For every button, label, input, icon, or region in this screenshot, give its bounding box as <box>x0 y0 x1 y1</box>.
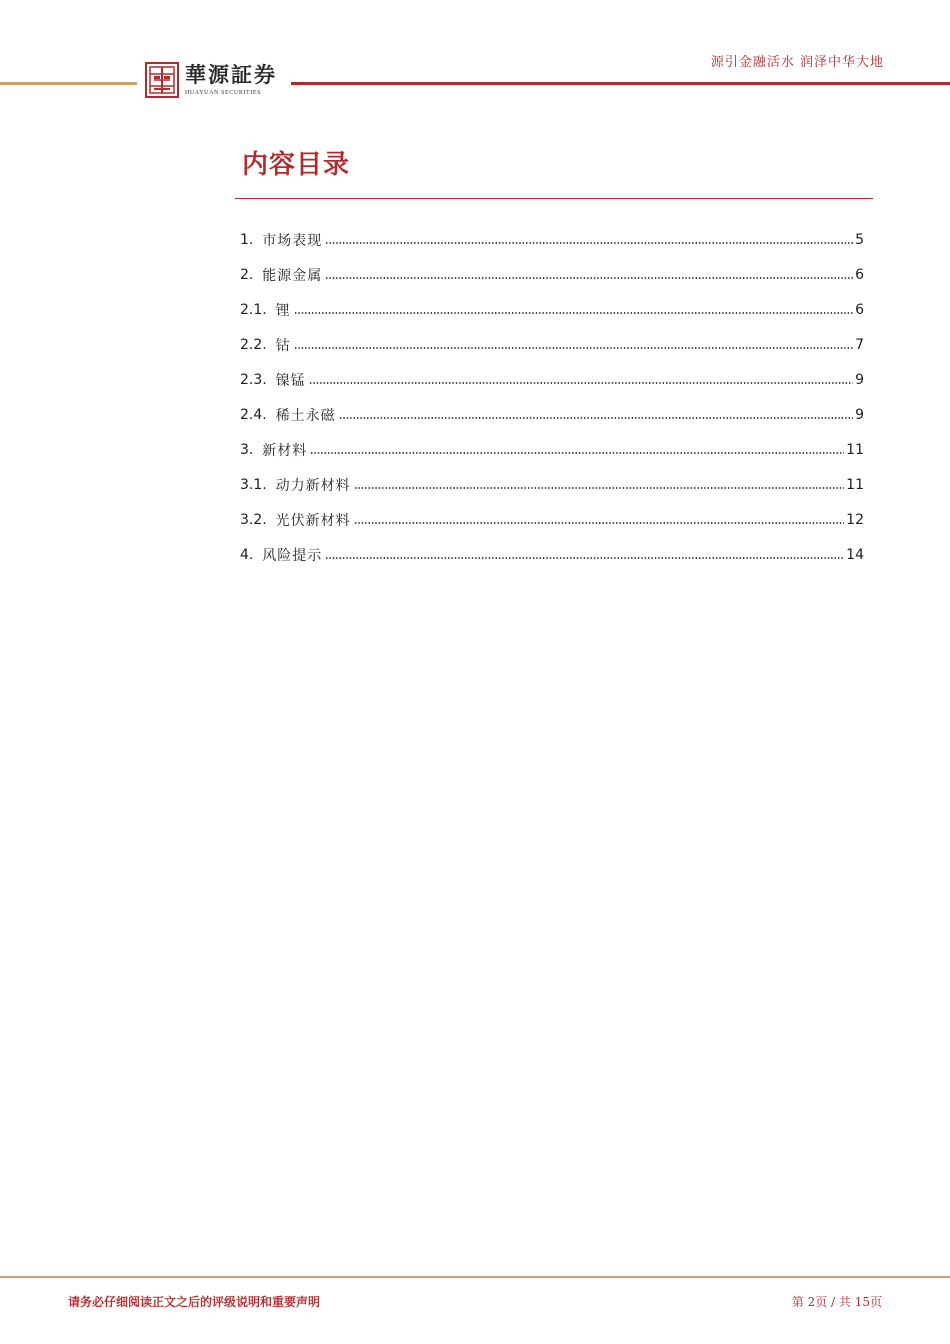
toc-entry-page: 6 <box>855 266 864 283</box>
toc-entry-label: 稀土永磁 <box>275 407 336 424</box>
footer-divider <box>0 1276 950 1278</box>
toc-entry-page: 7 <box>855 336 864 353</box>
toc-entry[interactable] <box>240 362 864 397</box>
header-divider-red <box>291 82 950 85</box>
header-divider-gold <box>0 82 137 85</box>
toc-entry-label: 风险提示 <box>262 547 323 564</box>
seal-logo-icon <box>145 62 179 98</box>
toc-leader-dots <box>294 347 853 349</box>
toc-entry-page: 9 <box>855 371 864 388</box>
toc-entry[interactable] <box>240 257 864 292</box>
toc-leader-dots <box>339 417 853 419</box>
toc-divider <box>235 198 873 199</box>
toc-entry-page: 6 <box>855 301 864 318</box>
toc-leader-dots <box>354 487 845 489</box>
toc-leader-dots <box>310 452 844 454</box>
toc-entry-number: 1. <box>240 231 263 248</box>
toc-entry-label: 新材料 <box>262 442 308 459</box>
footer-disclaimer: 请务必仔细阅读正文之后的评级说明和重要声明 <box>68 1295 321 1309</box>
toc-entry-label: 市场表现 <box>262 232 323 249</box>
toc-entry[interactable] <box>240 502 864 537</box>
toc-entry-page: 12 <box>846 511 864 528</box>
logo-english-name: HUAYUAN SECURITIES <box>185 90 262 96</box>
toc-entry-page: 5 <box>855 231 864 248</box>
toc-entry-page: 11 <box>846 441 864 458</box>
toc-entry-page: 14 <box>846 546 864 563</box>
toc-entry-label: 光伏新材料 <box>275 512 351 529</box>
toc-leader-dots <box>354 522 845 524</box>
toc-leader-dots <box>309 382 853 384</box>
toc-entry-label: 动力新材料 <box>275 477 351 494</box>
logo-chinese-name: 華源証券 <box>185 62 277 87</box>
toc-entry-label: 钴 <box>275 337 291 354</box>
toc-entry[interactable] <box>240 292 864 327</box>
toc-entry-number: 2. <box>240 266 263 283</box>
toc-entry-number: 2.2. <box>240 336 276 353</box>
toc-entry-number: 3.1. <box>240 476 276 493</box>
toc-entry-number: 3. <box>240 441 263 458</box>
toc-title: 内容目录 <box>242 150 351 180</box>
toc-entry-page: 11 <box>846 476 864 493</box>
toc-list <box>240 222 864 572</box>
toc-entry-number: 2.4. <box>240 406 276 423</box>
toc-entry-label: 锂 <box>275 302 291 319</box>
company-logo <box>145 62 277 102</box>
toc-entry-label: 能源金属 <box>262 267 323 284</box>
toc-entry[interactable] <box>240 397 864 432</box>
logo-wordmark <box>185 62 277 96</box>
toc-entry[interactable] <box>240 537 864 572</box>
toc-entry[interactable] <box>240 467 864 502</box>
toc-entry[interactable] <box>240 327 864 362</box>
toc-entry-number: 2.1. <box>240 301 276 318</box>
toc-entry-number: 3.2. <box>240 511 276 528</box>
footer-page-number: 第 2页 / 共 15页 <box>791 1295 882 1309</box>
toc-leader-dots <box>294 312 853 314</box>
toc-entry[interactable] <box>240 432 864 467</box>
toc-entry-number: 2.3. <box>240 371 276 388</box>
toc-entry[interactable] <box>240 222 864 257</box>
toc-leader-dots <box>325 557 844 559</box>
toc-entry-page: 9 <box>855 406 864 423</box>
toc-entry-label: 镍锰 <box>275 372 306 389</box>
header-slogan: 源引金融活水 润泽中华大地 <box>710 55 884 70</box>
toc-leader-dots <box>325 242 853 244</box>
toc-leader-dots <box>325 277 853 279</box>
toc-entry-number: 4. <box>240 546 263 563</box>
